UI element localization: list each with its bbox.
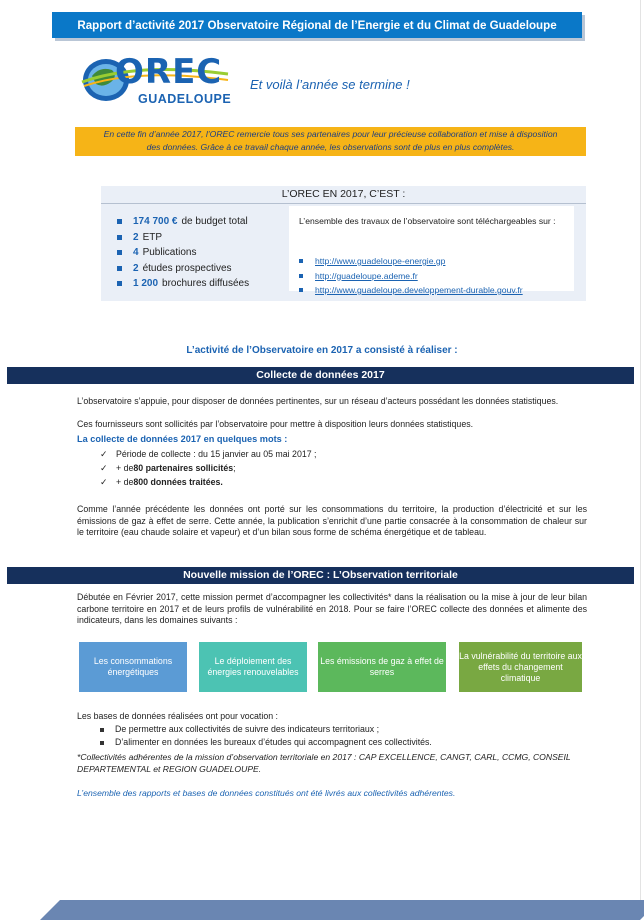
- activity-post: a consisté à réaliser :: [355, 345, 458, 356]
- square-bullet-icon: [299, 288, 303, 292]
- link-ademe[interactable]: http://guadeloupe.ademe.fr: [315, 270, 418, 281]
- vocation-text: D’alimenter en données les bureaux d’études qui accompagnent ces collectivités.: [115, 737, 432, 747]
- stat-item: [117, 245, 249, 261]
- link-guadeloupe-energie[interactable]: http://www.guadeloupe-energie.gp: [315, 256, 446, 266]
- links-list: [299, 254, 523, 298]
- stat-item: [117, 230, 249, 246]
- check-text: + de: [116, 477, 134, 487]
- report-title: Rapport d’activité 2017 Observatoire Régional de l’Energie et du Climat de Guadeloupe: [77, 18, 557, 32]
- square-bullet-icon: [117, 250, 122, 255]
- vocation-list: [100, 723, 432, 749]
- collecte-paragraph-2: Ces fournisseurs sont sollicités par l’observatoire pour mettre à disposition leurs données statistiques.: [77, 419, 474, 429]
- vocation-item: [100, 723, 432, 736]
- check-item: [100, 447, 317, 461]
- stat-number: 4: [133, 247, 139, 258]
- check-bold: 800 données traitées.: [133, 477, 223, 487]
- domain-box-vulnerabilite: La vulnérabilité du territoire aux effets du changement climatique: [459, 642, 582, 692]
- collecte-paragraph-1: L’observatoire s’appuie, pour disposer de données pertinentes, sur un réseau d’acteurs possédant les données statistiques.: [77, 396, 559, 406]
- summary-title: L’OREC EN 2017, C’EST :: [101, 186, 586, 204]
- vocation-intro: Les bases de données réalisées ont pour vocation :: [77, 711, 278, 721]
- check-icon: ✓: [100, 477, 108, 487]
- mission-paragraph: Débutée en Février 2017, cette mission permet d’accompagner les collectivités* dans la réalisation ou la mise à jour de leur bilan carbone territoire en 2017 et de leurs profils de vulnérabilité en 2018. Pour se faire l’OREC collecte des données et alimente des indicateurs, dans les domaines suivants :: [77, 592, 587, 625]
- collecte-checklist: [100, 447, 317, 489]
- stat-number: 1 200: [133, 278, 159, 289]
- link-item: [299, 283, 523, 298]
- intro-banner: [75, 127, 586, 156]
- stats-list: [117, 214, 249, 292]
- check-item: [100, 461, 317, 475]
- tagline: Et voilà l’année se termine !: [250, 77, 410, 92]
- stat-label: de budget total: [181, 216, 248, 227]
- stat-label: études prospectives: [142, 262, 232, 274]
- vocation-item: [100, 736, 432, 749]
- link-developpement-durable[interactable]: http://www.guadeloupe.developpement-durable.gouv.fr: [315, 285, 523, 295]
- intro-line-2: des données. Grâce à ce travail chaque année, les observations sont de plus en plus complètes.: [146, 142, 515, 152]
- check-item: [100, 475, 317, 489]
- domain-box-renouvelables: Le déploiement des énergies renouvelables: [199, 642, 307, 692]
- collectivites-note: *Collectivités adhérentes de la mission d’observation territoriale en 2017 : CAP EXCELLENCE, CANGT, CARL, CCMG, CONSEIL DEPARTEMENTAL et REGION GUADELOUPE.: [77, 752, 571, 774]
- summary-box: [101, 186, 586, 301]
- downloads-box: [289, 206, 574, 295]
- link-item: [299, 254, 523, 269]
- orec-logo-text: OREC: [115, 52, 223, 92]
- check-text: Période de collecte : du 15 janvier au 05 mai 2017 ;: [116, 449, 317, 459]
- collecte-subtitle: La collecte de données 2017 en quelques mots :: [77, 434, 288, 444]
- check-icon: ✓: [100, 463, 108, 473]
- orec-logo-subtitle: GUADELOUPE: [138, 92, 232, 106]
- square-bullet-icon: [299, 259, 303, 263]
- stat-label: ETP: [142, 231, 163, 243]
- domain-box-emissions: Les émissions de gaz à effet de serres: [318, 642, 446, 692]
- stat-number: 2: [133, 262, 139, 274]
- collecte-section-title: Collecte de données 2017: [7, 367, 634, 384]
- activity-heading: [0, 345, 644, 356]
- report-title-bar: [52, 12, 582, 38]
- mission-section-title: Nouvelle mission de l’OREC : L’Observation territoriale: [7, 567, 634, 584]
- stat-item: [117, 276, 249, 292]
- link-item: [299, 269, 523, 284]
- square-bullet-icon: [100, 728, 104, 732]
- page-corner-decoration: [40, 900, 644, 920]
- square-bullet-icon: [117, 266, 122, 271]
- intro-line-1: En cette fin d’année 2017, l’OREC remercie tous ses partenaires pour leur précieuse collaboration et mise à disposition: [103, 129, 558, 139]
- final-statement: L’ensemble des rapports et bases de données constitués ont été livrés aux collectivités adhérentes.: [77, 788, 456, 798]
- activity-pre: L’activité de l’Observatoire en: [186, 345, 329, 356]
- square-bullet-icon: [117, 281, 122, 286]
- stat-number: 2: [133, 231, 139, 243]
- check-post: ;: [233, 463, 236, 473]
- activity-year: 2017: [330, 345, 354, 356]
- vocation-text: De permettre aux collectivités de suivre des indicateurs territoriaux ;: [115, 724, 380, 734]
- square-bullet-icon: [117, 219, 122, 224]
- check-bold: 80 partenaires sollicités: [133, 463, 234, 473]
- check-text: + de: [116, 463, 134, 473]
- stat-label: Publications: [142, 247, 197, 258]
- collecte-paragraph-3: Comme l’année précédente les données ont porté sur les consommations du territoire, la production d’électricité et sur les émissions de gaz à effet de serre. Cette année, la publication s’enrichit d’une partie consacrée à la consommation de chaleur sur le territoire (eau chaude solaire et vapeur) et d’un bilan sous forme de schéma énergétique et de tableau.: [77, 504, 587, 537]
- stat-label: brochures diffusées: [162, 278, 250, 289]
- square-bullet-icon: [100, 741, 104, 745]
- stat-item: [117, 214, 249, 230]
- downloads-intro: L’ensemble des travaux de l’observatoire sont téléchargeables sur :: [299, 216, 556, 226]
- square-bullet-icon: [299, 274, 303, 278]
- domain-box-consommations: Les consommations énergétiques: [79, 642, 187, 692]
- square-bullet-icon: [117, 235, 122, 240]
- check-icon: ✓: [100, 449, 108, 459]
- stat-item: [117, 261, 249, 277]
- stat-number: 174 700 €: [133, 216, 178, 227]
